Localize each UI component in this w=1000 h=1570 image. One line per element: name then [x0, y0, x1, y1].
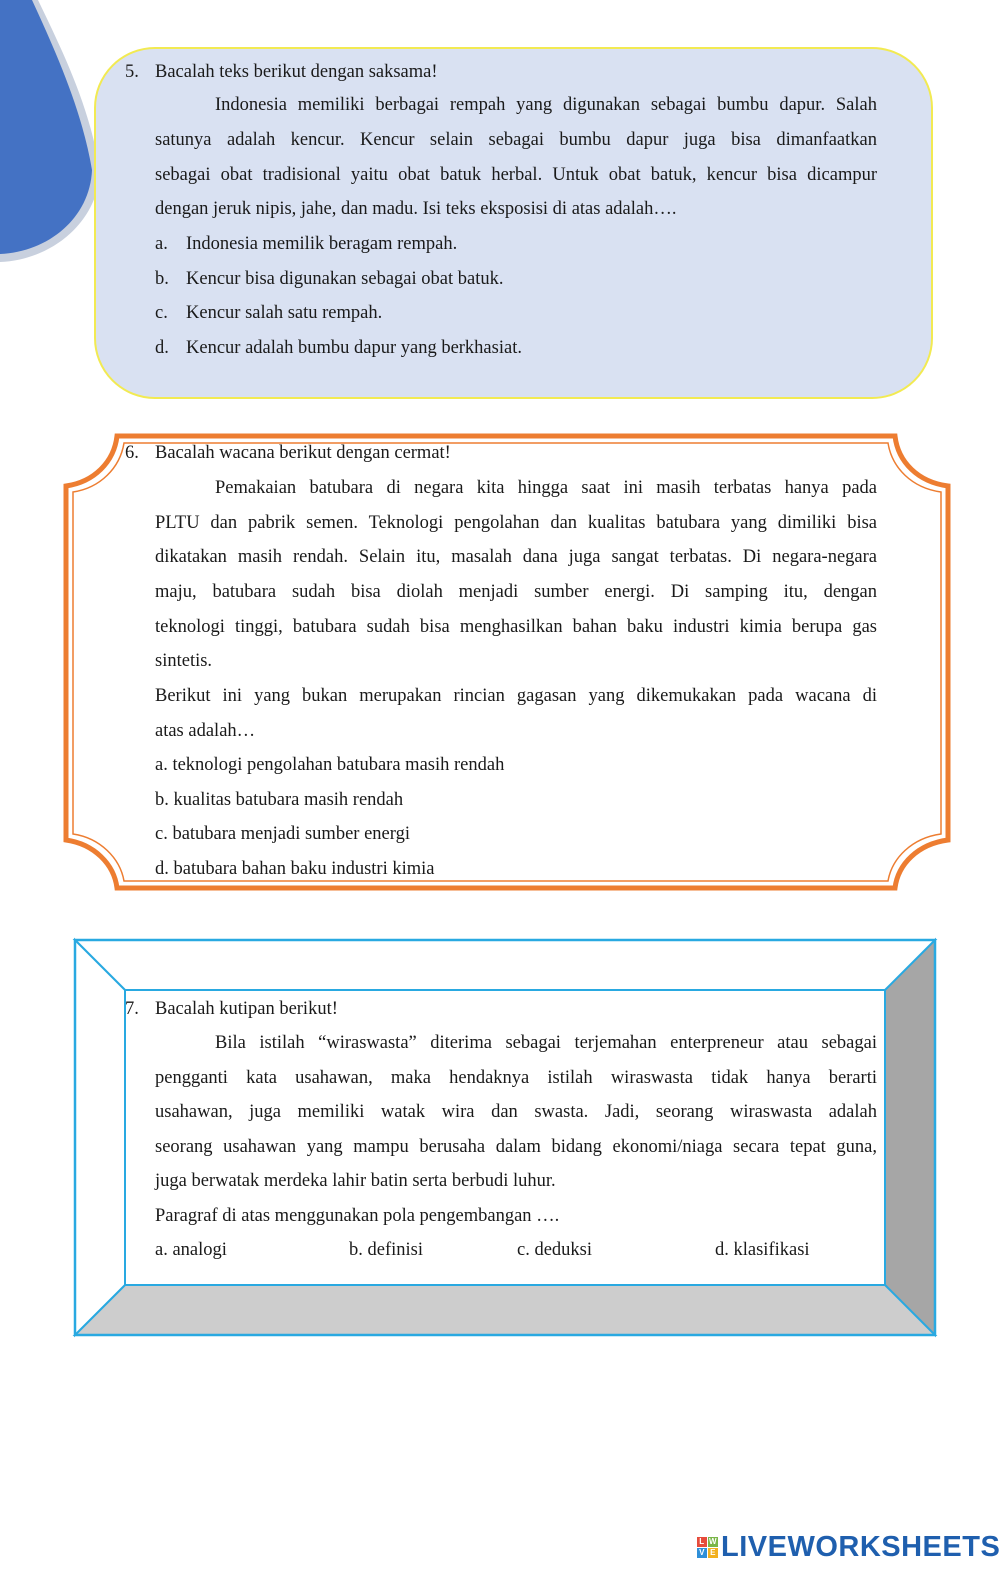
q7-passage-line: juga berwatak merdeka lahir batin serta berbudi luhur.	[155, 1171, 556, 1191]
q5-passage-line: satunya adalah kencur. Kencur selain sebagai bumbu dapur juga bisa dimanfaatkan	[155, 130, 877, 150]
q7-option-d[interactable]: d. klasifikasi	[715, 1240, 810, 1260]
q6-option-a[interactable]: a. teknologi pengolahan batubara masih rendah	[155, 755, 505, 775]
q6-question-line: atas adalah…	[155, 721, 256, 741]
q7-passage-line: seorang usahawan yang mampu berusaha dalam bidang ekonomi/niaga secara tepat guna,	[155, 1137, 877, 1157]
q7-option-c[interactable]: c. deduksi	[517, 1240, 593, 1260]
q7-bevel-left	[75, 940, 125, 1335]
q7-bevel-top	[75, 940, 935, 990]
q7-bevel-right	[885, 940, 935, 1335]
q5-passage-line: sebagai obat tradisional yaitu obat batuk herbal. Untuk obat batuk, kencur bisa dicampur	[155, 165, 877, 185]
q5-passage-line: dengan jeruk nipis, jahe, dan madu. Isi teks eksposisi di atas adalah….	[155, 199, 677, 219]
q6-option-c[interactable]: c. batubara menjadi sumber energi	[155, 824, 410, 844]
q7-passage-line: Bila istilah “wiraswasta” diterima sebagai terjemahan enterpreneur atau sebagai	[215, 1033, 877, 1053]
q6-option-d[interactable]: d. batubara bahan baku industri kimia	[155, 859, 435, 879]
q7-option-b[interactable]: b. definisi	[349, 1240, 423, 1260]
q6-passage-line: dikatakan masih rendah. Selain itu, masalah dana juga sangat terbatas. Di negara-negara	[155, 547, 877, 567]
q5-option-text: Kencur adalah bumbu dapur yang berkhasiat.	[186, 338, 522, 358]
q5-option-letter: a.	[155, 234, 168, 254]
q5-passage-line: Indonesia memiliki berbagai rempah yang digunakan sebagai bumbu dapur. Salah	[215, 95, 877, 115]
q6-question-line: Berikut ini yang bukan merupakan rincian gagasan yang dikemukakan pada wacana di	[155, 686, 877, 706]
q5-option-text: Kencur bisa digunakan sebagai obat batuk.	[186, 269, 504, 289]
q6-passage-line: PLTU dan pabrik semen. Teknologi pengolahan dan kualitas batubara yang dimiliki bisa	[155, 513, 877, 533]
q6-number: 6.	[125, 443, 139, 463]
q5-number: 5.	[125, 62, 139, 82]
q6-passage-line: teknologi tinggi, batubara sudah bisa menghasilkan bahan baku industri kimia berupa gas	[155, 617, 877, 637]
q5-option-letter: d.	[155, 338, 169, 358]
q7-number: 7.	[125, 999, 139, 1019]
q6-option-b[interactable]: b. kualitas batubara masih rendah	[155, 790, 404, 810]
logo-text: LIVEWORKSHEETS	[721, 1531, 1000, 1563]
q5-option-letter: c.	[155, 303, 168, 323]
q7-bevel-bottom	[75, 1285, 935, 1335]
q7-passage-line: pengganti kata usahawan, maka hendaknya istilah wiraswasta tidak hanya berarti	[155, 1068, 877, 1088]
q7-question: Paragraf di atas menggunakan pola pengembangan ….	[155, 1206, 560, 1226]
q7-passage-line: usahawan, juga memiliki watak wira dan swasta. Jadi, seorang wiraswasta adalah	[155, 1102, 877, 1122]
q5-option-letter: b.	[155, 269, 169, 289]
q6-passage-line: maju, batubara sudah bisa diolah menjadi sumber energi. Di samping itu, dengan	[155, 582, 877, 602]
liveworksheets-logo[interactable]	[697, 1531, 1000, 1564]
q7-prompt: Bacalah kutipan berikut!	[155, 999, 338, 1019]
q5-option-text: Indonesia memilik beragam rempah.	[186, 234, 458, 254]
q7-option-a[interactable]: a. analogi	[155, 1240, 227, 1260]
q6-passage-line: sintetis.	[155, 651, 213, 671]
q5-option-text: Kencur salah satu rempah.	[186, 303, 383, 323]
q6-passage-line: Pemakaian batubara di negara kita hingga saat ini masih terbatas hanya pada	[215, 478, 877, 498]
q5-prompt: Bacalah teks berikut dengan saksama!	[155, 62, 438, 82]
q6-prompt: Bacalah wacana berikut dengan cermat!	[155, 443, 451, 463]
logo-mark-icon: L W V E	[697, 1537, 718, 1558]
